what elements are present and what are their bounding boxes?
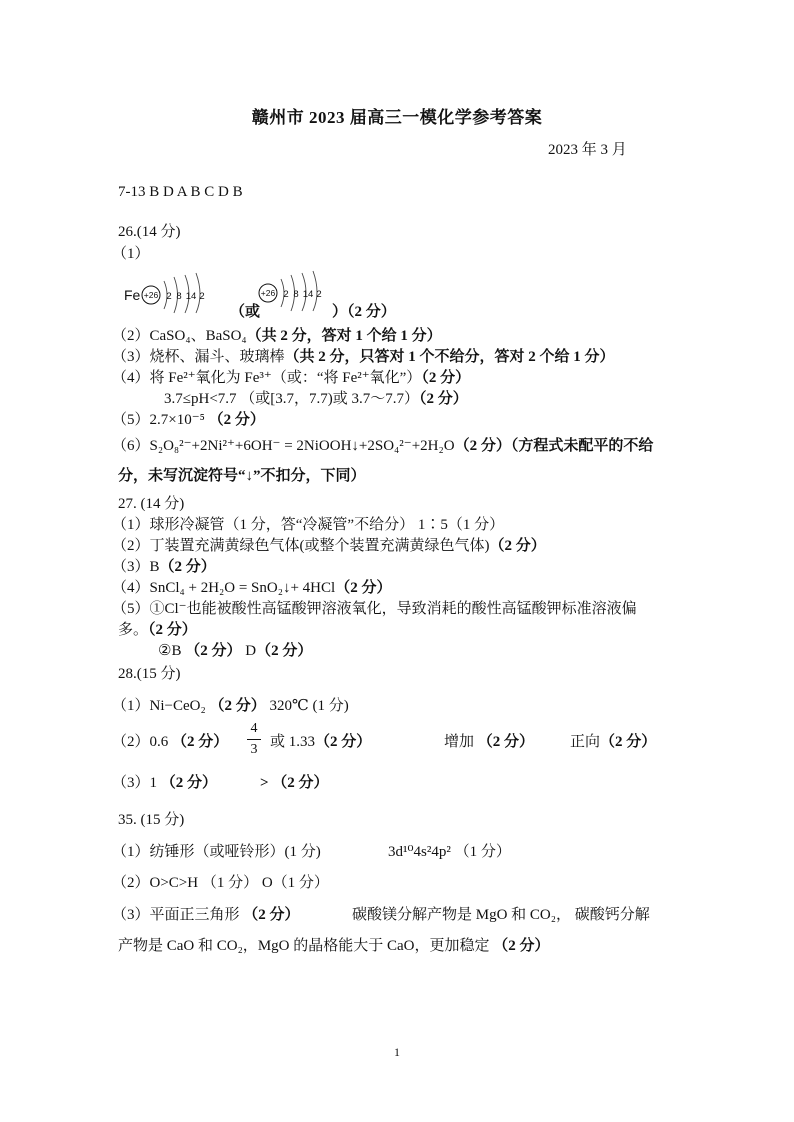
- q28-p2-d: [570, 732, 656, 752]
- q28-p2-c: [444, 732, 534, 752]
- q27-p1: （1）球形冷凝管（1 分，答“冷凝管”不给分） 1∶5（1 分）: [112, 517, 505, 533]
- q26-p6: [112, 436, 653, 456]
- q28-p2-c-text: 增加: [444, 734, 478, 750]
- q28-p2-c-score: （2 分）: [477, 734, 535, 750]
- q35-p3: [112, 905, 300, 925]
- q26-p2-text: （2）CaSO₄、BaSO₄: [112, 328, 247, 344]
- q35-p1: （1）纺锤形（或哑铃形）(1 分): [112, 844, 321, 860]
- q27-p5c-score2: （2 分）: [256, 643, 313, 659]
- q35-p1-b: 3d¹⁰4s²4p² （1 分）: [388, 844, 511, 860]
- q35-p3-text: （3）平面正三角形: [112, 907, 244, 923]
- q27-p4-text: （4）SnCl₄ + 2H₂O = SnO₂↓+ 4HCl: [112, 580, 336, 596]
- shell-alt-2: 8: [293, 289, 299, 300]
- multiple-choice-answers: 7-13 B D A B C D B: [118, 184, 243, 200]
- q35-p3-b: 碳酸镁分解产物是 MgO 和 CO₂， 碳酸钙分解: [352, 907, 650, 923]
- q26-p1-score: ）（2 分）: [332, 304, 396, 320]
- fraction-four-thirds: [247, 720, 261, 759]
- q27-p5c-b: ②B: [158, 643, 186, 659]
- q27-p5c-score1: （2 分）: [185, 643, 242, 659]
- q26-p3: [112, 347, 615, 367]
- q35-p3-score: （2 分）: [243, 907, 300, 923]
- q28-p2-d-score: （2 分）: [600, 734, 657, 750]
- shell-alt-1: 2: [283, 289, 289, 300]
- q35-p3-c-score: （2 分）: [493, 938, 550, 954]
- q28-p1-text: （1）Ni−CeO₂: [112, 698, 210, 714]
- q35-p3-c-text: 产物是 CaO 和 CO₂，MgO 的晶格能大于 CaO，更加稳定: [118, 938, 494, 954]
- shell-1: 2: [166, 291, 172, 302]
- q28-p3-b: > （2 分）: [260, 775, 329, 791]
- q26-p4a: [112, 368, 470, 388]
- q27-p4-score: （2 分）: [335, 580, 392, 596]
- q26-p3-note: （共 2 分，只答对 1 个不给分，答对 2 个给 1 分）: [284, 349, 615, 365]
- fe-atom-structure-alt-icon: [250, 262, 330, 312]
- q26-p2: [112, 326, 442, 346]
- fraction-bar: [247, 739, 261, 740]
- q35-header: 35. (15 分): [118, 812, 185, 828]
- q26-p4a-score: （2 分）: [421, 370, 471, 386]
- q28-p2-text: （2）0.6: [112, 734, 173, 750]
- q26-p6-note2: 分，未写沉淀符号“↓”不扣分，下同）: [118, 468, 366, 484]
- q28-p3: [112, 773, 217, 793]
- q27-p5a: （5）①Cl⁻也能被酸性高锰酸钾溶液氧化，导致消耗的酸性高锰酸钾标准溶液偏: [112, 601, 637, 617]
- q27-p3: [112, 557, 216, 577]
- date: 2023 年 3 月: [548, 142, 627, 158]
- q26-p5-text: （5）2.7×10⁻⁵: [112, 412, 205, 428]
- q26-p5: [112, 410, 265, 430]
- q28-p2-d-text: 正向: [570, 734, 601, 750]
- q26-p6-note: （2 分）（方程式未配平的不给: [454, 438, 654, 454]
- q28-p2-a: [112, 732, 228, 752]
- q26-p4b: [164, 389, 468, 409]
- q35-p3-c: [118, 936, 550, 956]
- q26-p3-text: （3）烧杯、漏斗、玻璃棒: [112, 349, 285, 365]
- q26-p4b-score: （2 分）: [419, 391, 468, 407]
- q27-p4: [112, 578, 391, 598]
- q26-header: 26.(14 分): [118, 224, 181, 240]
- atom-nucleus: +26: [143, 290, 159, 300]
- q27-p2-text: （2）丁装置充满黄绿色气体(或整个装置充满黄绿色气体): [112, 538, 490, 554]
- shell-alt-3: 14: [302, 289, 314, 300]
- q28-p2-b-score: （2 分）: [315, 734, 372, 750]
- shell-2: 8: [176, 291, 182, 302]
- fe-atom-structure-icon: [122, 264, 222, 314]
- q27-p2-score: （2 分）: [489, 538, 546, 554]
- q26-p6-text: （6）S₂O₈²⁻+2Ni²⁺+6OH⁻ = 2NiOOH↓+2SO₄²⁻+2H₂O: [112, 438, 455, 454]
- q27-p3-score: （2 分）: [159, 559, 216, 575]
- atom-symbol: Fe: [124, 287, 141, 303]
- fraction-numerator: 4: [250, 721, 258, 736]
- q28-p3-score: （2 分）: [160, 775, 218, 791]
- q26-p2-note: （共 2 分，答对 1 个给 1 分）: [246, 328, 442, 344]
- shell-4: 2: [199, 291, 205, 302]
- q26-p4b-text: 3.7≤pH<7.7 （或[3.7，7.7)或 3.7～7.7）: [164, 391, 420, 407]
- q35-p2: （2）O>C>H （1 分） O（1 分）: [112, 875, 329, 891]
- page-title: 赣州市 2023 届高三一模化学参考答案: [251, 108, 543, 127]
- q27-p5b-score: （2 分）: [148, 622, 197, 638]
- shell-alt-4: 2: [316, 289, 322, 300]
- q26-p4a-text: （4）将 Fe²⁺氧化为 Fe³⁺（或：“将 Fe²⁺氧化”）: [112, 370, 422, 386]
- fraction-denominator: 3: [250, 742, 258, 757]
- q28-p2-b-text: 或 1.33: [270, 734, 316, 750]
- q28-p3-text: （3）1: [112, 775, 161, 791]
- q28-p1: [112, 696, 349, 716]
- q26-p5-score: （2 分）: [208, 412, 265, 428]
- q27-p5b-text: 多。: [118, 622, 149, 638]
- q27-p2: [112, 536, 546, 556]
- q26-p1-label: （1）: [112, 246, 150, 262]
- q27-p5b: [118, 620, 197, 640]
- atom-nucleus-alt: +26: [260, 288, 276, 298]
- q28-p2-b: [270, 732, 371, 752]
- q27-p5c-d: D: [241, 643, 257, 659]
- q26-p1-or: （或: [230, 304, 261, 320]
- q28-header: 28.(15 分): [118, 666, 181, 682]
- q28-p1-score: （2 分）: [209, 698, 266, 714]
- q27-p3-text: （3）B: [112, 559, 160, 575]
- page-number: 1: [394, 1045, 400, 1059]
- q27-header: 27. (14 分): [118, 496, 185, 512]
- shell-3: 14: [185, 291, 197, 302]
- q28-p1-b: 320℃ (1 分): [265, 698, 349, 714]
- q28-p2-score: （2 分）: [172, 734, 229, 750]
- q27-p5c: [158, 641, 312, 661]
